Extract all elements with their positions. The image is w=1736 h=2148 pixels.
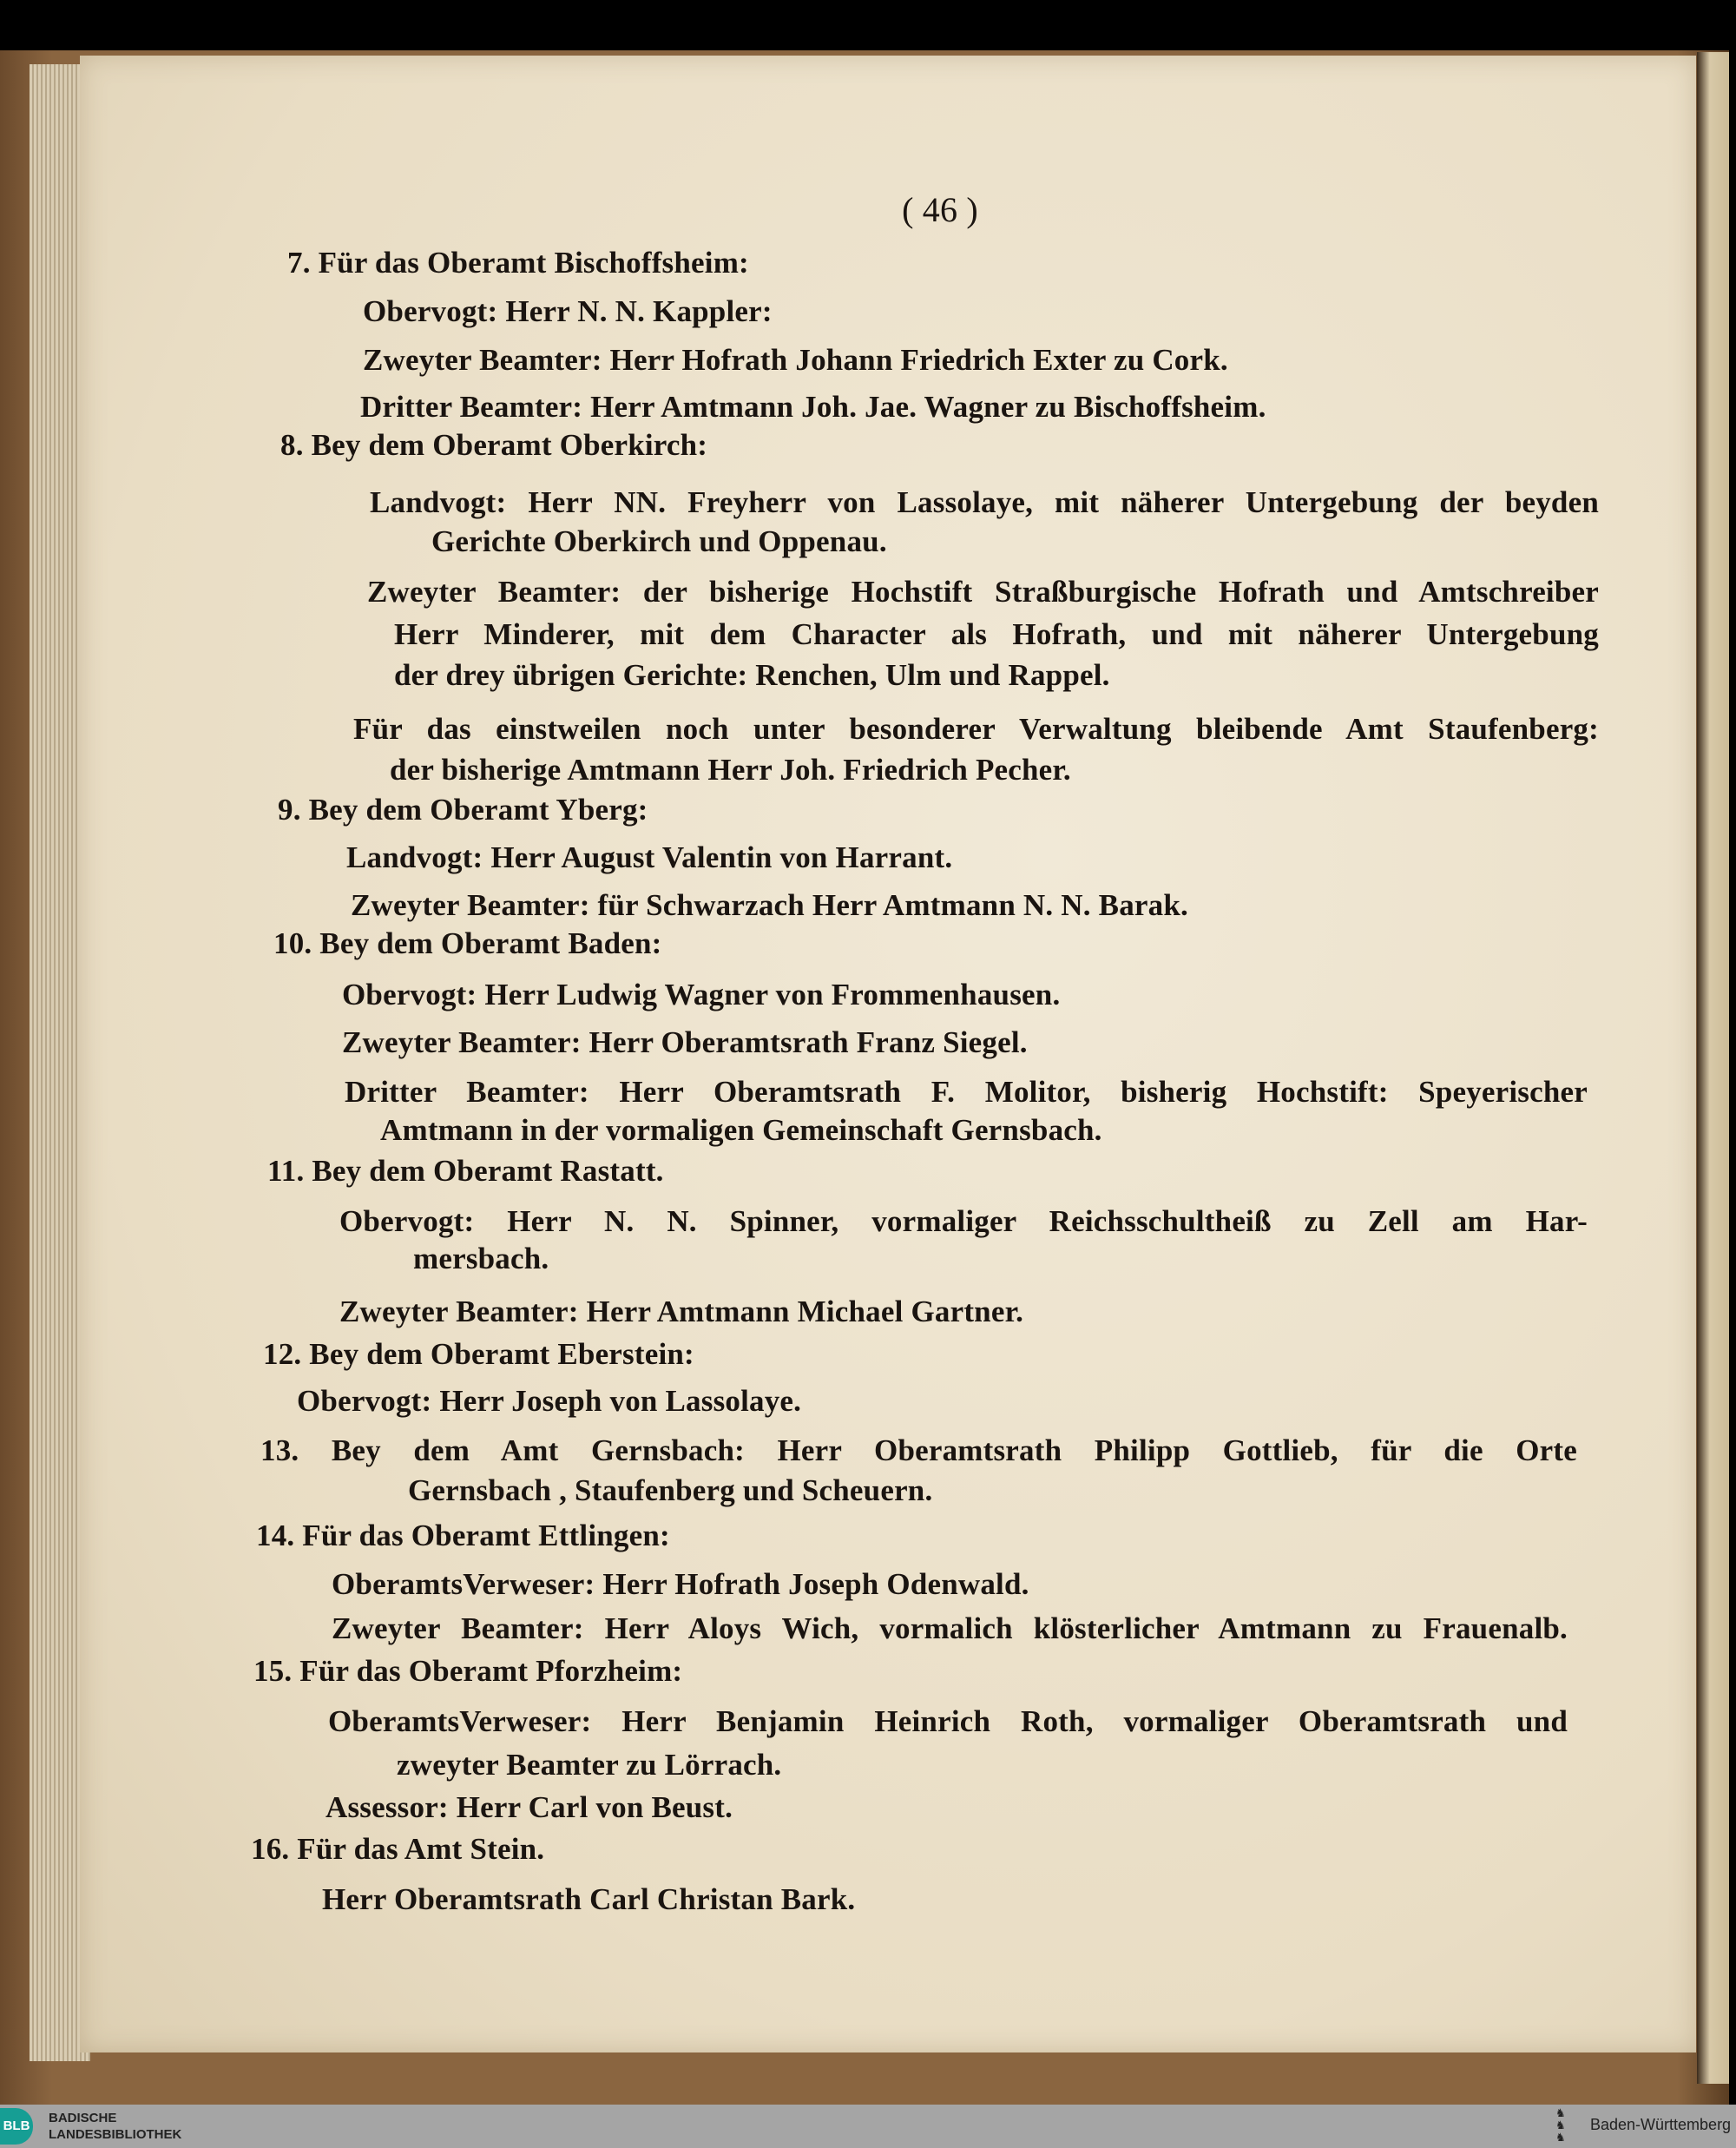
library-name (49, 2110, 181, 2143)
text-line: mersbach. (413, 1242, 549, 1275)
state-lion-emblem-icon: ♞ ♞ ♞ (1555, 2106, 1566, 2144)
text-line: Zweyter Beamter: der bisherige Hochstift Straßburgische Hofrath und Amtschreiber (367, 575, 1599, 609)
text-line: OberamtsVerweser: Herr Hofrath Joseph Odenwald. (332, 1567, 1029, 1601)
text-line: Zweyter Beamter: Herr Oberamtsrath Franz Siegel. (342, 1025, 1028, 1059)
viewer-footer (0, 2105, 1736, 2148)
section-heading: 9. Bey dem Oberamt Yberg: (278, 793, 648, 827)
blb-logo: BLB (0, 2108, 33, 2145)
section-heading: 11. Bey dem Oberamt Rastatt. (267, 1154, 664, 1188)
text-line: der drey übrigen Gerichte: Renchen, Ulm und Rappel. (394, 658, 1110, 692)
state-name: Baden-Württemberg (1590, 2116, 1732, 2133)
text-line: Obervogt: Herr Joseph von Lassolaye. (297, 1384, 802, 1418)
text-line: Herr Oberamtsrath Carl Christan Bark. (322, 1882, 856, 1916)
text-line: zweyter Beamter zu Lörrach. (397, 1748, 782, 1782)
text-line: Dritter Beamter: Herr Oberamtsrath F. Molitor, bisherig Hochstift: Speyerischer (345, 1075, 1588, 1109)
text-line: Zweyter Beamter: Herr Amtmann Michael Gartner. (339, 1295, 1024, 1328)
text-line: Landvogt: Herr August Valentin von Harrant. (346, 840, 953, 874)
library-name-line2: LANDESBIBLIOTHEK (49, 2127, 182, 2142)
text-line: Landvogt: Herr NN. Freyherr von Lassolaye, mit näherer Untergebung der beyden (370, 485, 1599, 519)
page-number: ( 46 ) (902, 190, 978, 229)
text-line: Assessor: Herr Carl von Beust. (326, 1790, 733, 1824)
text-line: der bisherige Amtmann Herr Joh. Friedrich Pecher. (390, 753, 1071, 787)
text-line: Amtmann in der vormaligen Gemeinschaft Gernsbach. (380, 1113, 1102, 1147)
text-line: Dritter Beamter: Herr Amtmann Joh. Jae. Wagner zu Bischoffsheim. (360, 390, 1266, 424)
text-line: Obervogt: Herr Ludwig Wagner von Frommenhausen. (342, 978, 1061, 1011)
section-heading: 15. Für das Oberamt Pforzheim: (253, 1654, 683, 1688)
text-line: Gernsbach , Staufenberg und Scheuern. (408, 1473, 933, 1507)
text-line: Obervogt: Herr N. N. Spinner, vormaliger Reichsschultheiß zu Zell am Har- (339, 1204, 1588, 1238)
section-heading: 7. Für das Oberamt Bischoffsheim: (287, 246, 749, 280)
text-line: Gerichte Oberkirch und Oppenau. (431, 524, 887, 558)
text-line: Obervogt: Herr N. N. Kappler: (363, 294, 773, 328)
text-line: Für das einstweilen noch unter besonderer Verwaltung bleibende Amt Staufenberg: (353, 712, 1599, 746)
text-line: OberamtsVerweser: Herr Benjamin Heinrich Roth, vormaliger Oberamtsrath und (328, 1704, 1568, 1738)
section-heading: 8. Bey dem Oberamt Oberkirch: (280, 428, 708, 462)
section-heading: 10. Bey dem Oberamt Baden: (273, 926, 662, 960)
section-heading: 14. Für das Oberamt Ettlingen: (256, 1519, 670, 1552)
text-line: Herr Minderer, mit dem Character als Hofrath, und mit näherer Untergebung (394, 617, 1599, 651)
section-heading: 13. Bey dem Amt Gernsbach: Herr Oberamtsrath Philipp Gottlieb, für die Orte (260, 1433, 1577, 1467)
section-heading: 16. Für das Amt Stein. (251, 1832, 545, 1866)
text-line: Zweyter Beamter: Herr Hofrath Johann Friedrich Exter zu Cork. (363, 343, 1228, 377)
facing-page-edge (1697, 52, 1729, 2084)
section-heading: 12. Bey dem Oberamt Eberstein: (263, 1337, 694, 1371)
text-line: Zweyter Beamter: Herr Aloys Wich, vormalich klösterlicher Amtmann zu Frauenalb. (332, 1611, 1568, 1645)
library-name-line1: BADISCHE (49, 2111, 117, 2125)
text-line: Zweyter Beamter: für Schwarzach Herr Amtmann N. N. Barak. (351, 888, 1188, 922)
